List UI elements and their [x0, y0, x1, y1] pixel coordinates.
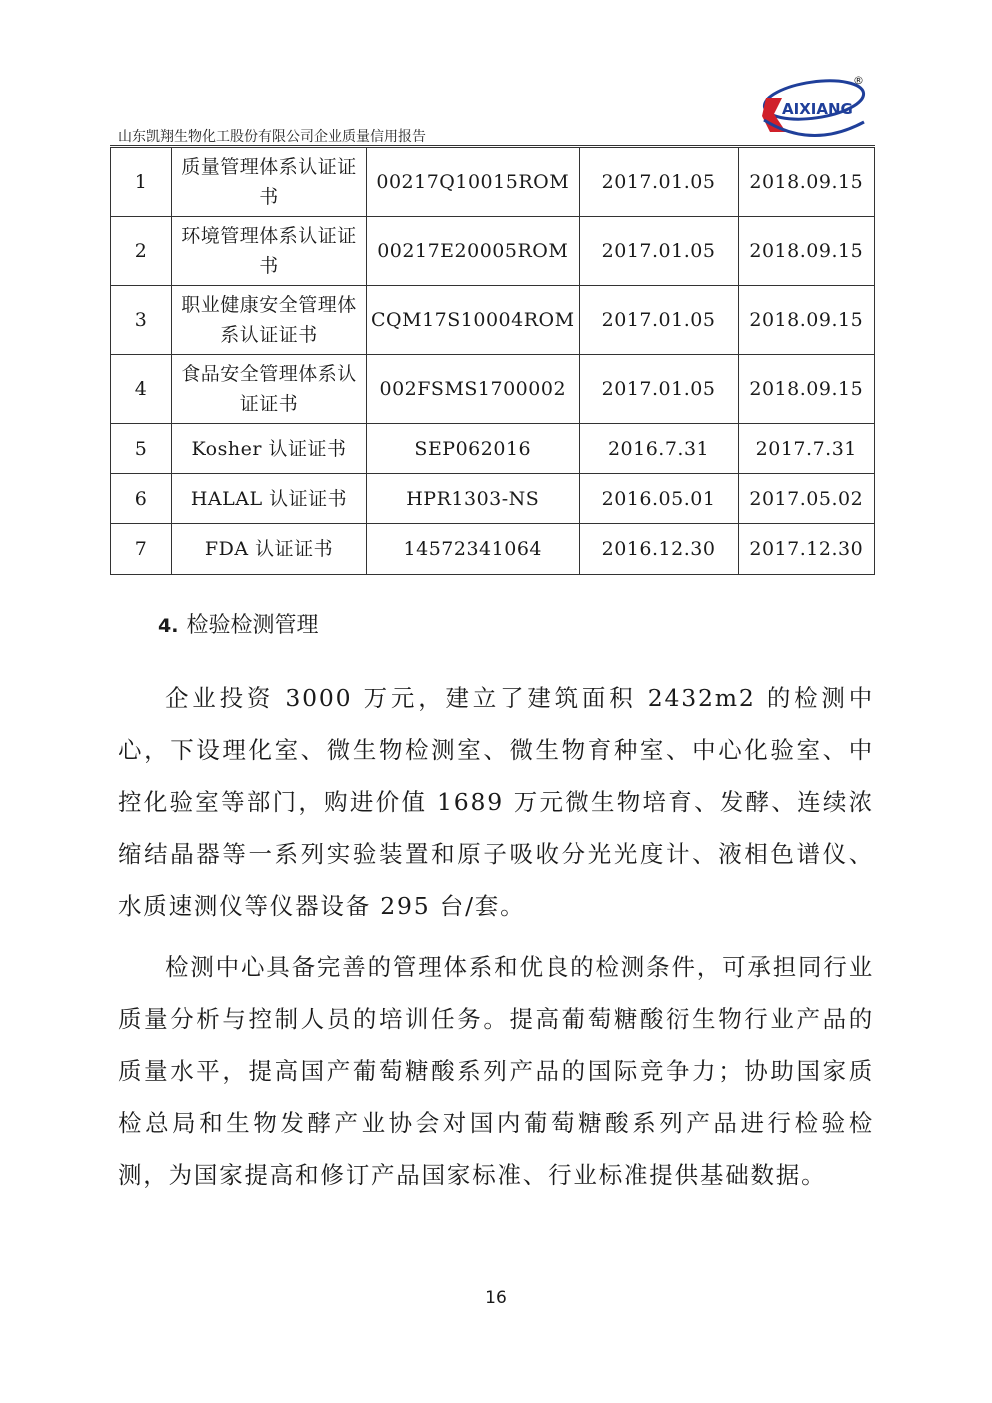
certificate-table [110, 147, 875, 575]
cert-number: 4 [111, 355, 172, 424]
cert-issue-date: 2017.01.05 [579, 148, 738, 217]
cert-issue-date: 2016.7.31 [579, 424, 738, 474]
cert-expiry-date: 2017.05.02 [738, 474, 874, 524]
cert-issue-date: 2016.05.01 [579, 474, 738, 524]
cert-number: 6 [111, 474, 172, 524]
logo-wordmark: AIXIANG [782, 100, 853, 118]
cert-code: HPR1303-NS [367, 474, 580, 524]
cert-code: 14572341064 [367, 524, 580, 575]
paragraph-inspection-center: 企业投资 3000 万元，建立了建筑面积 2432m2 的检测中心，下设理化室、微生物检测室、微生物育种室、中心化验室、中控化验室等部门，购进价值 1689 万元微生物培育、发酵、连续浓缩结晶器等一系列实验装置和原子吸收分光光度计、液相色谱仪、水质速测仪等仪器设备 295 台/套。 [118, 684, 874, 920]
cert-code: SEP062016 [367, 424, 580, 474]
cert-number: 2 [111, 217, 172, 286]
section-title: 检验检测管理 [186, 613, 319, 638]
cert-code: 002FSMS1700002 [367, 355, 580, 424]
cert-expiry-date: 2017.12.30 [738, 524, 874, 575]
cert-name: HALAL 认证证书 [172, 474, 367, 524]
cert-name: Kosher 认证证书 [172, 424, 367, 474]
header-divider [110, 145, 875, 146]
cert-issue-date: 2016.12.30 [579, 524, 738, 575]
cert-number: 3 [111, 286, 172, 355]
cert-code: CQM17S10004ROM [367, 286, 580, 355]
cert-issue-date: 2017.01.05 [579, 217, 738, 286]
cert-name: 环境管理体系认证证书 [172, 217, 367, 286]
cert-expiry-date: 2018.09.15 [738, 286, 874, 355]
section-heading [158, 608, 318, 639]
section-number: 4. [158, 615, 179, 637]
table-row [111, 148, 875, 217]
kaixiang-logo [752, 70, 870, 142]
cert-name: FDA 认证证书 [172, 524, 367, 575]
table-row [111, 474, 875, 524]
cert-expiry-date: 2018.09.15 [738, 148, 874, 217]
cert-name: 质量管理体系认证证书 [172, 148, 367, 217]
table-row [111, 217, 875, 286]
report-header-title: 山东凯翔生物化工股份有限公司企业质量信用报告 [118, 129, 426, 145]
table-row [111, 424, 875, 474]
cert-issue-date: 2017.01.05 [579, 355, 738, 424]
table-row [111, 355, 875, 424]
cert-expiry-date: 2018.09.15 [738, 217, 874, 286]
cert-code: 00217Q10015ROM [367, 148, 580, 217]
cert-number: 7 [111, 524, 172, 575]
cert-expiry-date: 2018.09.15 [738, 355, 874, 424]
logo-registered-mark: ® [853, 74, 864, 87]
page-number: 16 [485, 1288, 507, 1308]
paragraph-testing-capability: 检测中心具备完善的管理体系和优良的检测条件，可承担同行业质量分析与控制人员的培训任务。提高葡萄糖酸衍生物行业产品的质量水平，提高国产葡萄糖酸系列产品的国际竞争力；协助国家质检总局和生物发酵产业协会对国内葡萄糖酸系列产品进行检验检测，为国家提高和修订产品国家标准、行业标准提供基础数据。 [118, 953, 874, 1189]
cert-name: 食品安全管理体系认证证书 [172, 355, 367, 424]
cert-name: 职业健康安全管理体系认证证书 [172, 286, 367, 355]
table-row [111, 524, 875, 575]
cert-code: 00217E20005ROM [367, 217, 580, 286]
table-row [111, 286, 875, 355]
cert-number: 5 [111, 424, 172, 474]
cert-issue-date: 2017.01.05 [579, 286, 738, 355]
cert-number: 1 [111, 148, 172, 217]
cert-expiry-date: 2017.7.31 [738, 424, 874, 474]
